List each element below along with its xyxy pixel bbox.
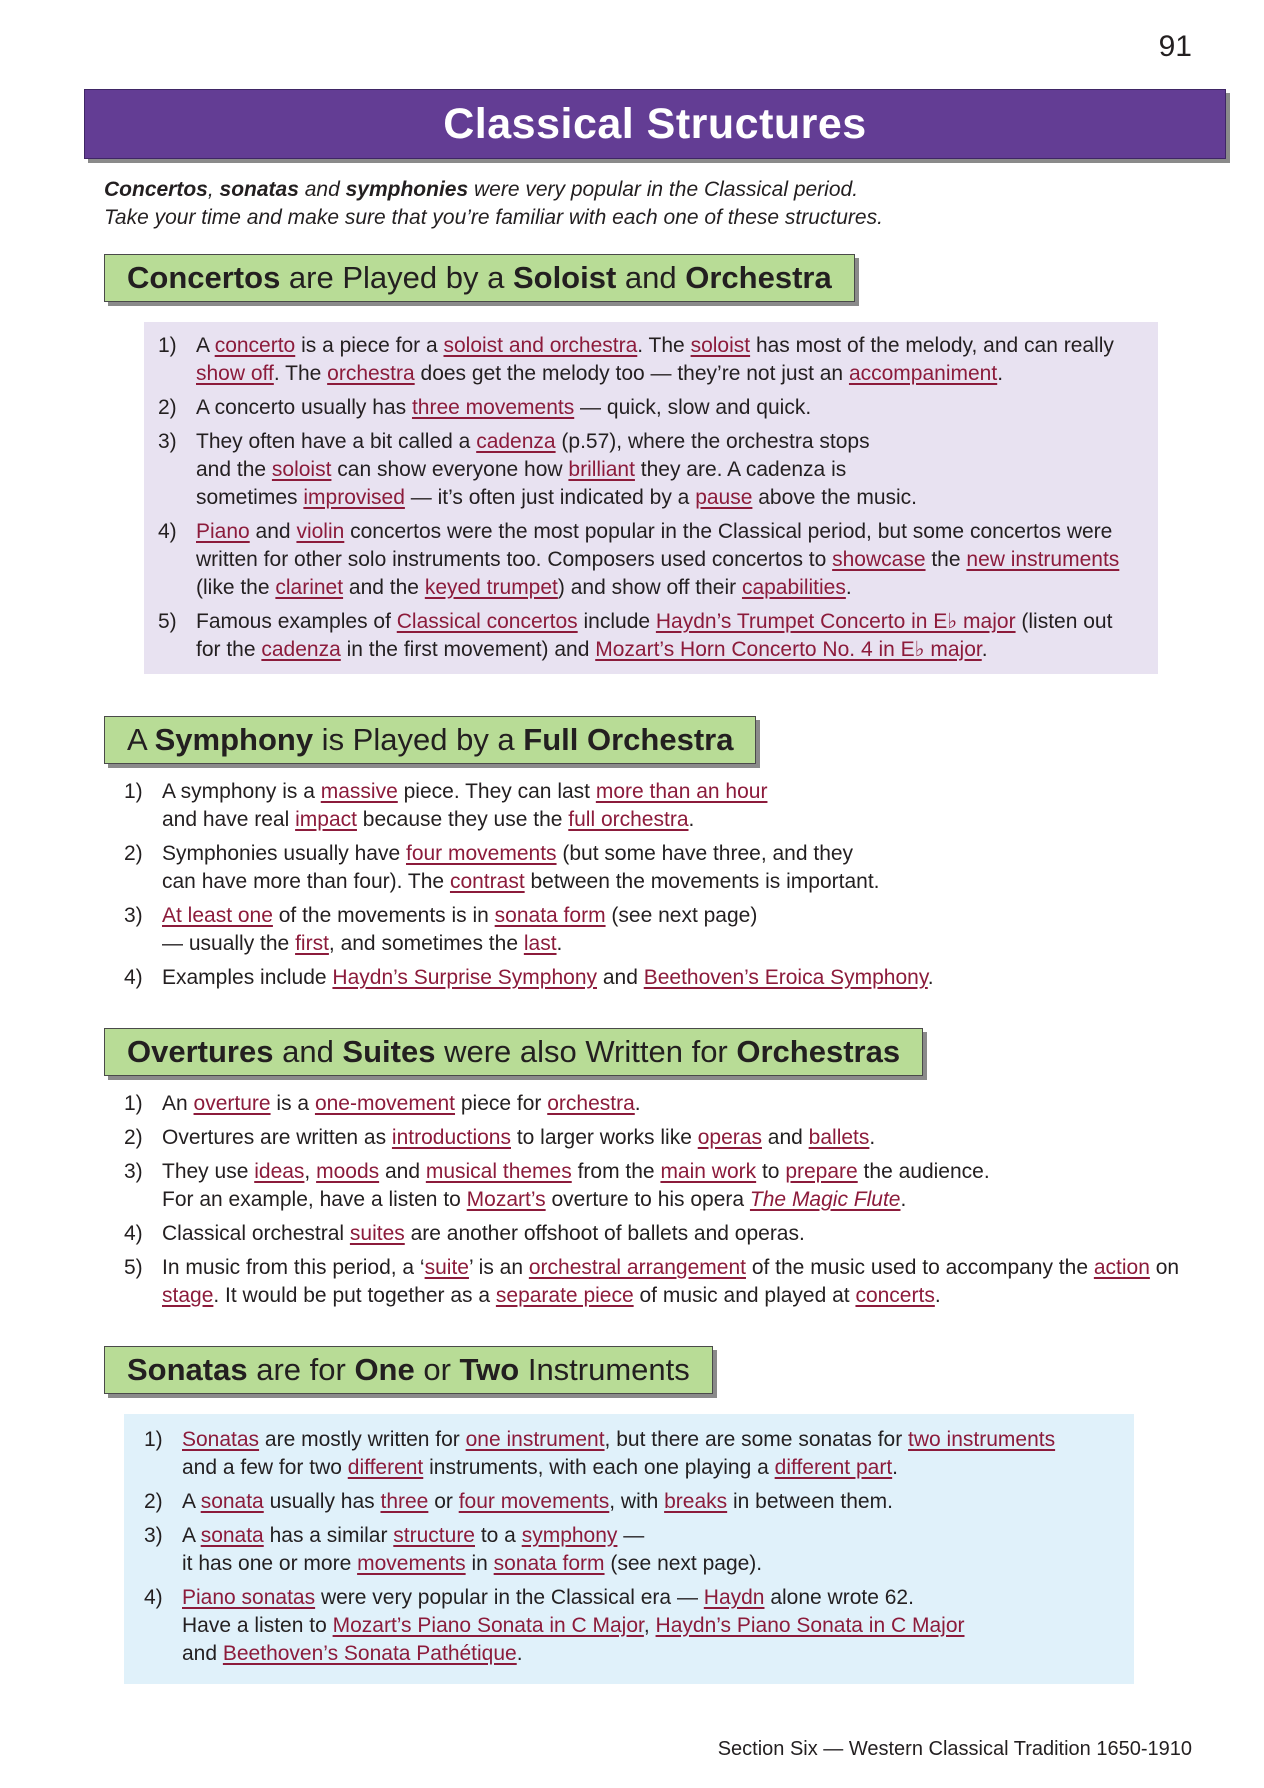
sonatas-list: [144, 1426, 1119, 1674]
list-item: 3) They use ideas, moods and musical themes from the main work to prepare the audience. For an example, have a listen to Mozart’s overture to his opera The Magic Flute.: [124, 1160, 990, 1211]
intro-line-2: Take your time and make sure that you’re familiar with each one of these structures.: [104, 206, 883, 229]
list-item: 4) Examples include Haydn’s Surprise Symphony and Beethoven’s Eroica Symphony.: [124, 966, 934, 989]
list-item: 3) At least one of the movements is in sonata form (see next page) — usually the first, and sometimes the last.: [124, 904, 758, 955]
list-item: 3) They often have a bit called a cadenza (p.57), where the orchestra stops and the soloist can show everyone how brilliant they are. A cadenza is sometimes improvised — it’s often just indicated by a pause above the music.: [158, 430, 917, 509]
page-title: Classical Structures: [84, 89, 1226, 159]
section-heading-symphony: A Symphony is Played by a Full Orchestra: [104, 716, 756, 764]
section-heading-concertos: Concertos are Played by a Soloist and Orchestra: [104, 254, 855, 302]
list-item: 2) Symphonies usually have four movements (but some have three, and they can have more than four). The contrast between the movements is important.: [124, 842, 880, 893]
list-item: 1) Sonatas are mostly written for one instrument, but there are some sonatas for two instruments and a few for two different instruments, with each one playing a different part.: [144, 1428, 1056, 1479]
section-heading-sonatas: Sonatas are for One or Two Instruments: [104, 1346, 713, 1394]
list-item: 5) In music from this period, a ‘suite’ is an orchestral arrangement of the music used to accompany the action on stage. It would be put together as a separate piece of music and played at concerts.: [124, 1256, 1180, 1307]
page-number: 91: [1158, 30, 1192, 63]
overtures-list: [124, 1090, 1184, 1316]
list-item: 4) Classical orchestral suites are another offshoot of ballets and operas.: [124, 1222, 805, 1245]
concertos-list: [158, 332, 1138, 670]
page-footer: Section Six — Western Classical Tradition 1650-1910: [717, 1738, 1192, 1760]
list-item: 1) An overture is a one-movement piece for orchestra.: [124, 1092, 641, 1115]
list-item: 4) Piano and violin concertos were the most popular in the Classical period, but some concertos were written for other solo instruments too. Composers used concertos to showcase the new instruments (like the clarinet and the keyed trumpet) and show off their capabilities.: [158, 520, 1120, 599]
list-item: 3) A sonata has a similar structure to a symphony — it has one or more movements in sonata form (see next page).: [144, 1524, 763, 1575]
list-item: 1) A symphony is a massive piece. They can last more than an hour and have real impact because they use the full orchestra.: [124, 780, 768, 831]
intro-text: [104, 176, 883, 232]
section-heading-overtures: Overtures and Suites were also Written for Orchestras: [104, 1028, 923, 1076]
list-item: 4) Piano sonatas were very popular in the Classical era — Haydn alone wrote 62. Have a listen to Mozart’s Piano Sonata in C Major, Haydn’s Piano Sonata in C Major and Beethoven’s Sonata Pathétique.: [144, 1586, 965, 1665]
list-item: 1) A concerto is a piece for a soloist and orchestra. The soloist has most of the melody, and can really show off. The orchestra does get the melody too — they’re not just an accompaniment.: [158, 334, 1114, 385]
symphony-list: [124, 778, 1184, 998]
list-item: 2) Overtures are written as introductions to larger works like operas and ballets.: [124, 1126, 876, 1149]
list-item: 2) A concerto usually has three movements — quick, slow and quick.: [158, 396, 812, 419]
concertos-box: [144, 322, 1158, 674]
list-item: 5) Famous examples of Classical concertos include Haydn’s Trumpet Concerto in E♭ major (listen out for the cadenza in the first movement) and Mozart’s Horn Concerto No. 4 in E♭ major.: [158, 610, 1113, 661]
list-item: 2) A sonata usually has three or four movements, with breaks in between them.: [144, 1490, 893, 1513]
intro-line-1: Concertos, sonatas and symphonies were very popular in the Classical period.: [104, 178, 859, 201]
sonatas-box: [124, 1414, 1134, 1684]
